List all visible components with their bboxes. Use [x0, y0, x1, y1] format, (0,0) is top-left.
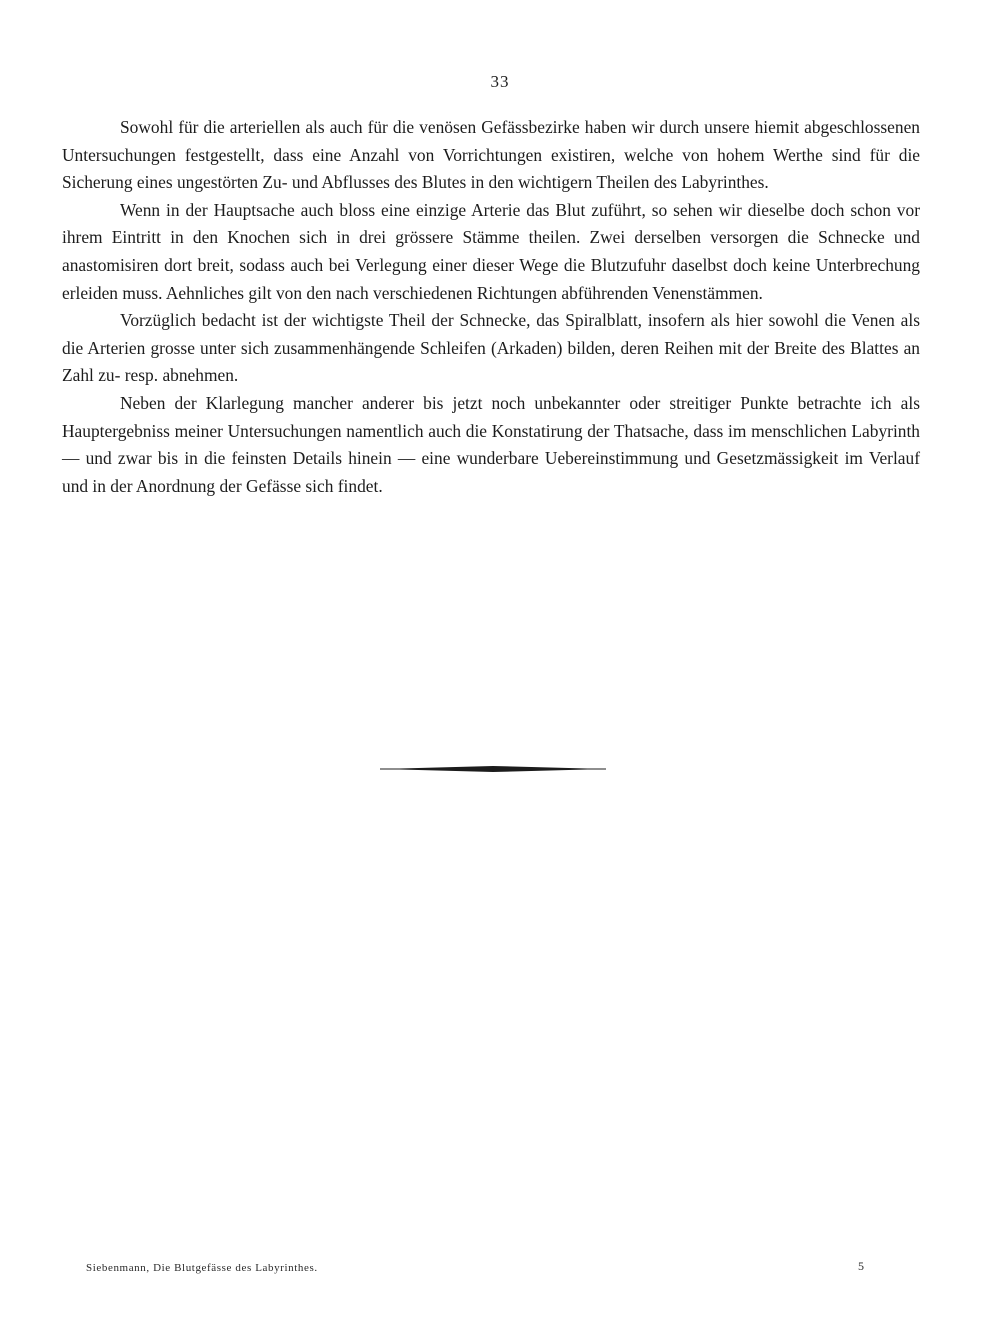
body-text: [62, 114, 920, 500]
paragraph-2: Wenn in der Hauptsache auch bloss eine einzige Arterie das Blut zuführt, so sehen wir dieselbe doch schon vor ihrem Eintritt in den Knochen sich in drei grössere Stämme theilen. Zwei derselben versorgen die Schnecke und anastomisiren dort breit, sodass auch bei Verlegung einer dieser Wege die Blutzufuhr daselbst doch keine Unterbrechung erleiden muss. Aehnliches gilt von den nach verschiedenen Richtungen abführenden Venenstämmen.: [62, 199, 920, 303]
paragraph-3: Vorzüglich bedacht ist der wichtigste Theil der Schnecke, das Spiralblatt, insofern als hier sowohl die Venen als die Arterien grosse unter sich zusammenhängende Schleifen (Arkaden) bilden, deren Reihen mit der Breite des Blattes an Zahl zu- resp. abnehmen.: [62, 310, 920, 386]
footer-citation: Siebenmann, Die Blutgefässe des Labyrinthes.: [86, 1262, 318, 1274]
ornamental-divider: [380, 762, 606, 776]
page-number: 33: [490, 72, 510, 91]
paragraph-4: Neben der Klarlegung mancher anderer bis jetzt noch unbekannter oder streitiger Punkte betrachte ich als Hauptergebniss meiner Untersuchungen namentlich auch die Konstatirung der Thatsache, dass im menschlichen Labyrinth — und zwar bis in die feinsten Details hinein — eine wunderbare Uebereinstimmung und Gesetzmässigkeit im Verlauf und in der Anordnung der Gefässe sich findet.: [62, 392, 920, 496]
signature-mark: 5: [858, 1259, 864, 1273]
paragraph-1: Sowohl für die arteriellen als auch für die venösen Gefässbezirke haben wir durch unsere hiemit abgeschlossenen Untersuchungen festgestellt, dass eine Anzahl von Vorrichtungen existiren, welche von hohem Werthe sind für die Sicherung eines ungestörten Zu- und Abflusses des Blutes in den wichtigern Theilen des Labyrinthes.: [62, 117, 920, 193]
